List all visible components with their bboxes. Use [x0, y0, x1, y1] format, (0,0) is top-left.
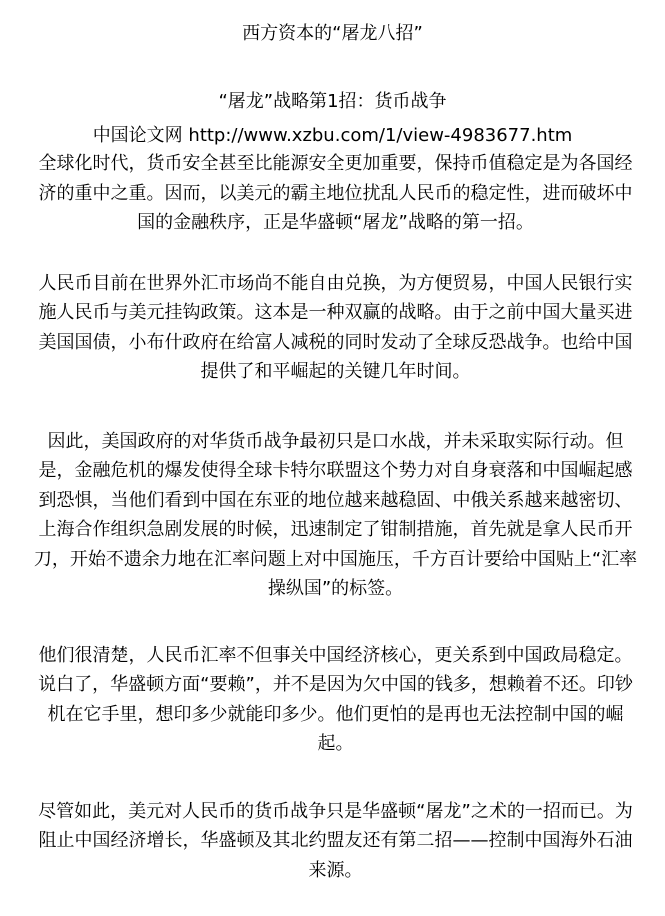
- paragraph: 他们很清楚，人民币汇率不但事关中国经济核心，更关系到中国政局稳定。说白了，华盛顿方面“要赖”，并不是因为欠中国的钱多，想赖着不还。印钞机在它手里，想印多少就能印多少。他们更怕的是再也无法控制中国的崛起。: [38, 644, 633, 754]
- paragraph: 尽管如此，美元对人民币的货币战争只是华盛顿“屠龙”之术的一招而已。为阻止中国经济增长，华盛顿及其北约盟友还有第二招——控制中国海外石油来源。: [38, 800, 633, 881]
- section-subtitle: “屠龙”战略第1招：货币战争: [218, 91, 447, 112]
- document-title: 西方资本的“屠龙八招”: [242, 23, 423, 44]
- paragraph: 全球化时代，货币安全甚至比能源安全更加重要，保持币值稳定是为各国经济的重中之重。因而，以美元的霸主地位扰乱人民币的稳定性，进而破坏中国的金融秩序，正是华盛顿“屠龙”战略的第一招。: [38, 153, 633, 233]
- paragraph: 人民币目前在世界外汇市场尚不能自由兑换，为方便贸易，中国人民银行实施人民币与美元挂钩政策。这本是一种双赢的战略。由于之前中国大量买进美国国债，小布什政府在给富人减税的同时发动了全球反恐战争。也给中国提供了和平崛起的关键几年时间。: [38, 272, 633, 382]
- article-body: [30, 149, 641, 916]
- paragraph: 因此，美国政府的对华货币战争最初只是口水战，并未采取实际行动。但是，金融危机的爆发使得全球卡特尔联盟这个势力对自身衰落和中国崛起感到恐惧，当他们看到中国在东亚的地位越来越稳固、中俄关系越来越密切、上海合作组织急剧发展的时候，迅速制定了钳制措施，首先就是拿人民币开刀，开始不遗余力地在汇率问题上对中国施压，千方百计要给中国贴上“汇率操纵国”的标签。: [33, 430, 638, 599]
- source-line: 中国论文网 http://www.xzbu.com/1/view-4983677.htm: [92, 125, 573, 146]
